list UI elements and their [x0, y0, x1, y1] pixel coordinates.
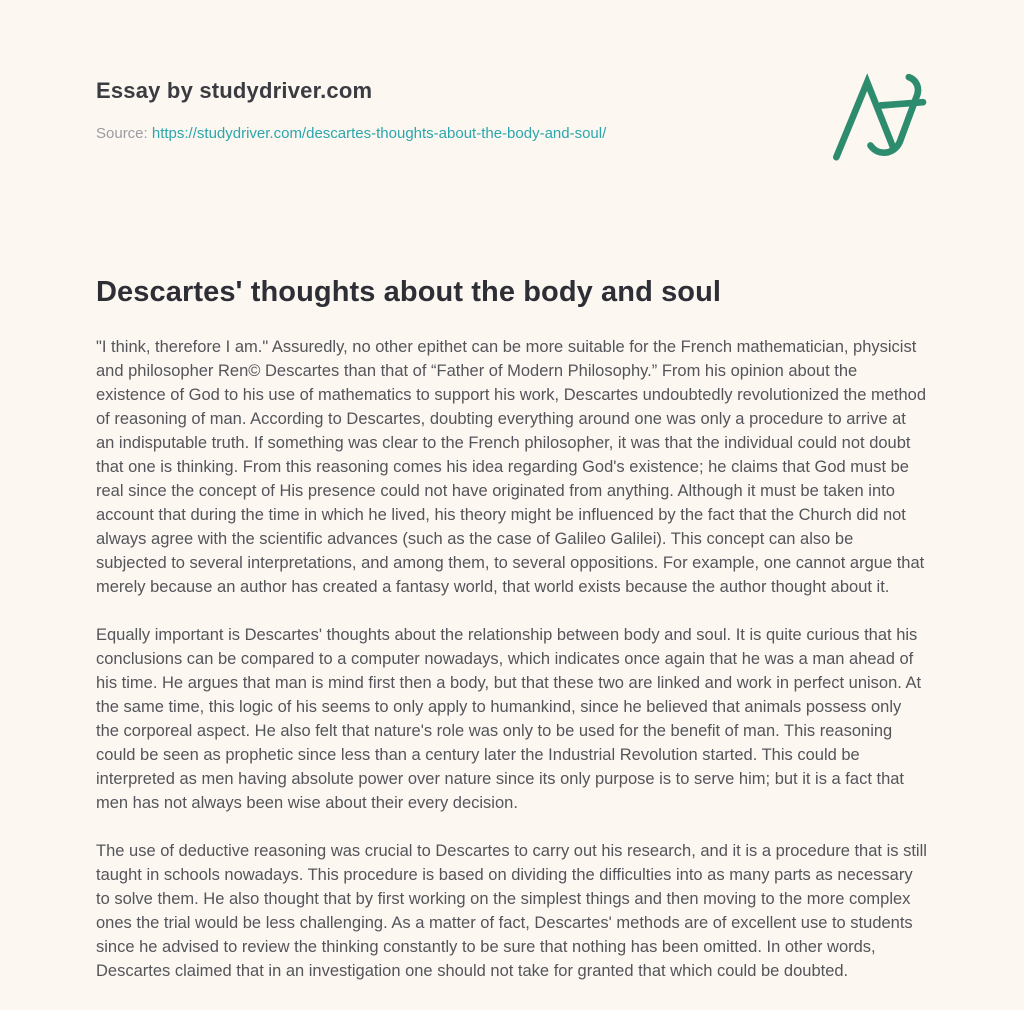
- essay-page: [96, 0, 928, 983]
- essay-byline: Essay by studydriver.com: [96, 78, 373, 103]
- page-title: Descartes' thoughts about the body and soul: [96, 276, 722, 308]
- page-header: [96, 0, 928, 164]
- essay-article: [96, 276, 928, 983]
- header-text-block: [96, 70, 606, 142]
- studydriver-logo-icon: [828, 72, 928, 164]
- essay-paragraph: "I think, therefore I am." Assuredly, no other epithet can be more suitable for the French mathematician, physicist and philosopher Ren© Descartes than that of “Father of Modern Philosophy.” From his opinion about the existence of God to his use of mathematics to support his work, Descartes undoubtedly revolutionized the method of reasoning of man. According to Descartes, doubting everything around one was only a procedure to arrive at an indisputable truth. If something was clear to the French philosopher, it was that the individual could not doubt that one is thinking. From this reasoning comes his idea regarding God's existence; he claims that God must be real since the concept of His presence could not have originated from anything. Although it must be taken into account that during the time in which he lived, his theory might be influenced by the fact that the Church did not always agree with the scientific advances (such as the case of Galileo Galilei). This concept can also be subjected to several interpretations, and among them, to several oppositions. For example, one cannot argue that merely because an author has created a fantasy world, that world exists because the author thought about it.: [96, 338, 927, 596]
- essay-body: [96, 335, 928, 983]
- essay-paragraph: Equally important is Descartes' thoughts about the relationship between body and soul. It is quite curious that his conclusions can be compared to a computer nowadays, which indicates once again that he was a man ahead of his time. He argues that man is mind first then a body, but that these two are linked and work in perfect unison. At the same time, this logic of his seems to only apply to humankind, since he believed that animals possess only the corporeal aspect. He also felt that nature's role was only to be used for the benefit of man. This reasoning could be seen as prophetic since less than a century later the Industrial Revolution started. This could be interpreted as men having absolute power over nature since its only purpose is to serve him; but it is a fact that men has not always been wise about their every decision.: [96, 626, 922, 812]
- studydriver-logo: [828, 72, 928, 164]
- source-line: [96, 125, 606, 142]
- source-link[interactable]: https://studydriver.com/descartes-thoughts-about-the-body-and-soul/: [151, 125, 607, 142]
- source-label: Source:: [96, 125, 148, 142]
- essay-paragraph: The use of deductive reasoning was crucial to Descartes to carry out his research, and it is a procedure that is still taught in schools nowadays. This procedure is based on dividing the difficulties into as many parts as necessary to solve them. He also thought that by first working on the simplest things and then moving to the more complex ones the trial would be less challenging. As a matter of fact, Descartes' methods are of excellent use to students since he advised to review the thinking constantly to be sure that nothing has been omitted. In other words, Descartes claimed that in an investigation one should not take for granted that which could be doubted.: [96, 842, 927, 980]
